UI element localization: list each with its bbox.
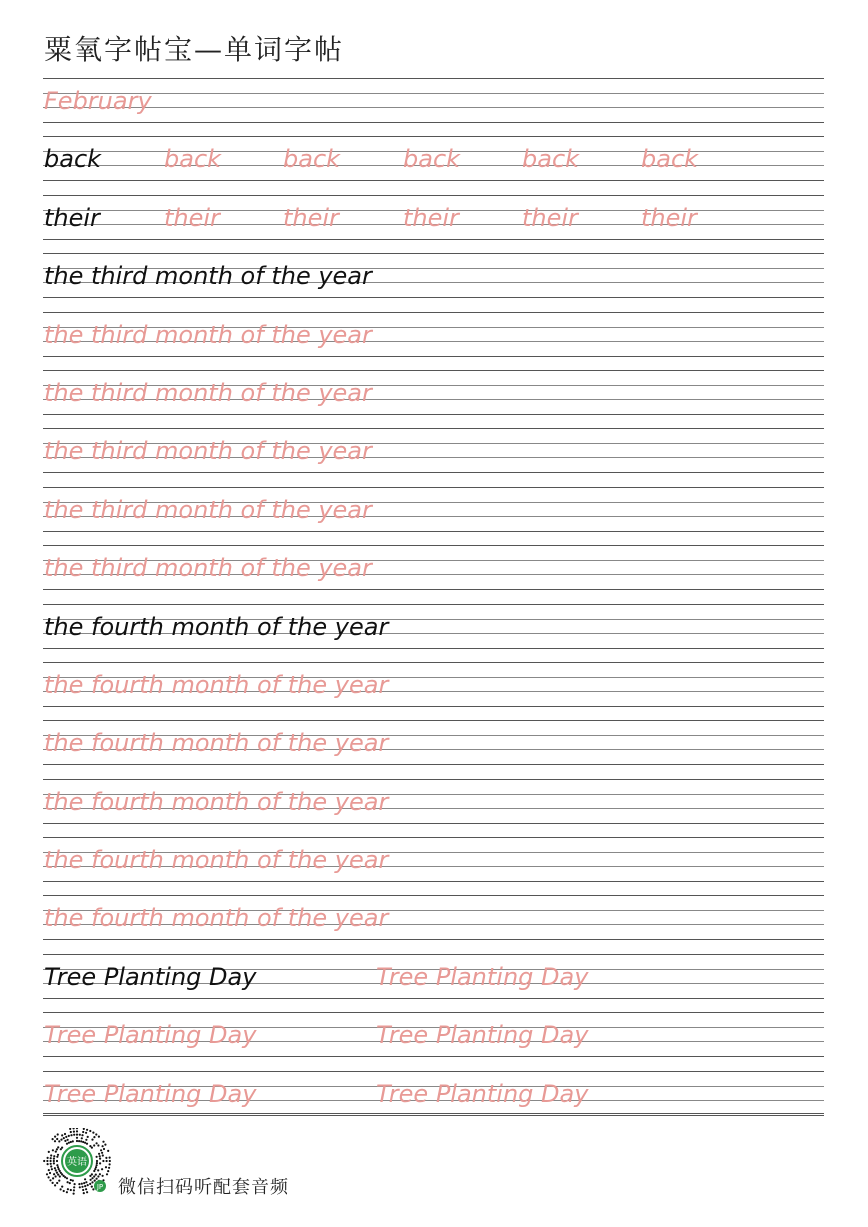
qr-dot [95,1166,97,1168]
guide-line [43,356,824,357]
qr-dot [79,1186,81,1188]
qr-dot [70,1131,72,1133]
qr-dot [56,1156,58,1158]
qr-dot [98,1136,100,1138]
guide-line [43,1115,824,1116]
qr-dot [100,1149,102,1151]
trace-text: back [283,145,341,174]
writing-row [43,136,824,194]
qr-dot [58,1140,60,1142]
writing-row [43,662,824,720]
qr-dot [91,1147,93,1149]
guide-line [43,662,824,663]
qr-dot [99,1155,101,1157]
qr-dot [70,1134,72,1136]
trace-text: the fourth month of the year [44,729,389,758]
qr-dot [102,1141,104,1143]
trace-text: the fourth month of the year [44,670,389,699]
writing-row [43,195,824,253]
trace-text: Tree Planting Day [376,1021,589,1050]
qr-dot [96,1156,98,1158]
qr-dot [95,1133,97,1135]
qr-dot [102,1175,104,1177]
qr-dot [47,1163,49,1165]
qr-dot [73,1189,75,1191]
qr-dot [109,1160,111,1162]
qr-dot [55,1151,57,1153]
qr-dot [84,1185,86,1187]
qr-dot [86,1129,88,1131]
qr-dot [76,1137,78,1139]
trace-text: the fourth month of the year [44,904,389,933]
qr-dot [96,1160,98,1162]
qr-dot [50,1157,52,1159]
qr-dot [107,1150,109,1152]
qr-dot [85,1181,87,1183]
trace-text: Tree Planting Day [44,1021,257,1050]
qr-dot [94,1168,96,1170]
qr-dot [54,1167,56,1169]
qr-dot [53,1160,55,1162]
qr-dot [54,1136,56,1138]
qr-dot [99,1162,101,1164]
guide-line [43,472,824,473]
qr-dot [108,1167,110,1169]
qr-dot [93,1170,95,1172]
trace-text: their [522,203,578,232]
qr-dot [63,1137,65,1139]
model-text: Tree Planting Day [44,962,257,991]
guide-line [43,487,824,488]
qr-code-icon[interactable] [42,1128,112,1198]
trace-text: their [164,203,220,232]
guide-line [43,954,824,955]
qr-dot [96,1178,98,1180]
qr-badge-label: 英语 [67,1157,87,1168]
guide-line [43,93,824,94]
writing-row [43,779,824,837]
qr-dot [73,1134,75,1136]
qr-dot [69,1128,71,1130]
sheet-bottom-rule [43,1113,824,1114]
qr-dot [56,1172,58,1174]
qr-dot [57,1174,59,1176]
qr-dot [48,1151,50,1153]
qr-dot [55,1175,57,1177]
qr-dot [52,1149,54,1151]
qr-dot [49,1179,51,1181]
qr-dot [67,1181,69,1183]
qr-dot [57,1166,59,1168]
qr-dot [83,1192,85,1194]
qr-dot [65,1136,67,1138]
qr-dot [57,1146,59,1148]
qr-dot [57,1133,59,1135]
trace-text: the third month of the year [44,437,372,466]
guide-line [43,1056,824,1057]
qr-dot [73,1186,75,1188]
model-text: back [44,145,102,174]
writing-row [43,1071,824,1129]
trace-text: their [283,203,339,232]
guide-line [43,1012,824,1013]
qr-dot [105,1166,107,1168]
writing-row [43,312,824,370]
guide-line [43,312,824,313]
qr-dot [97,1144,99,1146]
qr-dot [52,1177,54,1179]
qr-dot [67,1188,69,1190]
qr-dot [99,1173,101,1175]
qr-dot [70,1179,72,1181]
qr-dot [47,1157,49,1159]
qr-dot [102,1154,104,1156]
qr-dot [91,1181,93,1183]
qr-dot [81,1134,83,1136]
qr-dot [79,1134,81,1136]
qr-dot [78,1140,80,1142]
qr-dot [53,1158,55,1160]
writing-row [43,487,824,545]
qr-dot [56,1148,58,1150]
qr-dot [69,1182,71,1184]
qr-dot [80,1140,82,1142]
qr-dot [92,1188,94,1190]
qr-dot [89,1183,91,1185]
qr-dot [83,1182,85,1184]
guide-line [43,895,824,896]
trace-text: back [403,145,461,174]
qr-dot [86,1191,88,1193]
qr-dot [74,1183,76,1185]
qr-dot [66,1143,68,1145]
qr-dot [87,1136,89,1138]
writing-row [43,253,824,311]
qr-dot [85,1139,87,1141]
qr-dot [97,1175,99,1177]
qr-dot [102,1145,104,1147]
qr-dot [96,1142,98,1144]
qr-dot [91,1177,93,1179]
qr-dot [58,1180,60,1182]
qr-dot [52,1138,54,1140]
trace-text: Tree Planting Day [376,1079,589,1108]
trace-text: back [164,145,222,174]
qr-dot [61,1186,63,1188]
qr-dot [93,1144,95,1146]
qr-dot [90,1179,92,1181]
qr-dot [84,1178,86,1180]
qr-dot [60,1188,62,1190]
qr-dot [94,1180,96,1182]
qr-dot [96,1164,98,1166]
trace-text: the third month of the year [44,495,372,524]
writing-row [43,720,824,778]
qr-dot [59,1175,61,1177]
guide-line [43,253,824,254]
qr-dot [82,1189,84,1191]
qr-caption: 微信扫码听配套音频 [118,1177,289,1198]
qr-dot [56,1164,58,1166]
qr-dot [91,1139,93,1141]
guide-line [43,531,824,532]
guide-line [43,370,824,371]
qr-dot [82,1131,84,1133]
guide-line [43,706,824,707]
trace-text: February [44,87,152,115]
qr-dot [76,1140,78,1142]
qr-dot [93,1136,95,1138]
qr-dot [43,1160,45,1162]
qr-dot [76,1130,78,1132]
guide-line [43,764,824,765]
qr-dot [96,1162,98,1164]
guide-line [43,823,824,824]
qr-dot [49,1172,51,1174]
qr-dot [104,1144,106,1146]
footer [42,1128,462,1200]
qr-dot [61,1147,63,1149]
qr-dot [50,1154,52,1156]
guide-line [43,604,824,605]
trace-text: the fourth month of the year [44,846,389,875]
model-text: their [44,203,100,232]
qr-dot [57,1154,59,1156]
qr-dot [50,1163,52,1165]
qr-dot [64,1140,66,1142]
guide-line [43,589,824,590]
guide-line [43,122,824,123]
trace-text: back [641,145,699,174]
guide-line [43,239,824,240]
guide-line [43,78,824,79]
trace-text: the third month of the year [44,320,372,349]
qr-dot [48,1169,50,1171]
trace-text: their [403,203,459,232]
qr-dot [64,1133,66,1135]
qr-dot [87,1184,89,1186]
qr-dot [85,1132,87,1134]
guide-line [43,414,824,415]
qr-dot [67,1139,69,1141]
qr-dot [101,1152,103,1154]
qr-dot [58,1168,60,1170]
qr-dot [73,1128,75,1130]
qr-dot [95,1174,97,1176]
qr-dot [109,1163,111,1165]
guide-line [43,720,824,721]
qr-corner-label: JP [96,1183,104,1191]
qr-dot [93,1175,95,1177]
qr-dot [68,1135,70,1137]
qr-dot [46,1173,48,1175]
writing-row [43,545,824,603]
qr-dot [103,1148,105,1150]
qr-dot [76,1134,78,1136]
writing-row [43,604,824,662]
qr-dot [82,1141,84,1143]
guide-line [43,545,824,546]
qr-dot [52,1182,54,1184]
trace-text: Tree Planting Day [44,1079,257,1108]
qr-dot [54,1184,56,1186]
guide-line [43,136,824,137]
page-title: 粟氧字帖宝—单词字帖 [44,33,345,66]
qr-dot [56,1182,58,1184]
qr-dot [106,1160,108,1162]
guide-line [43,428,824,429]
qr-dot [53,1162,55,1164]
qr-dot [105,1157,107,1159]
writing-row [43,78,824,136]
qr-dot [59,1170,61,1172]
trace-text: Tree Planting Day [376,962,589,991]
qr-dot [55,1169,57,1171]
guide-line [43,837,824,838]
trace-text: back [522,145,580,174]
guide-line [43,939,824,940]
guide-line [43,779,824,780]
trace-text: their [641,203,697,232]
qr-dot [73,1131,75,1133]
qr-dot [56,1160,58,1162]
qr-dot [98,1153,100,1155]
qr-dot [66,1191,68,1193]
qr-dot [63,1190,65,1192]
qr-dot [70,1189,72,1191]
qr-dot [50,1165,52,1167]
qr-dot [83,1128,85,1130]
qr-dot [61,1134,63,1136]
qr-dot [106,1173,108,1175]
writing-row [43,428,824,486]
guide-line [43,998,824,999]
qr-dot [72,1140,74,1142]
guide-line [43,881,824,882]
qr-dot [78,1183,80,1185]
trace-text: the third month of the year [44,378,372,407]
qr-dot [101,1168,103,1170]
qr-dot [102,1160,104,1162]
qr-dot [68,1142,70,1144]
qr-dot [53,1155,55,1157]
handwriting-sheet [43,78,824,1129]
guide-line [43,180,824,181]
qr-dot [76,1128,78,1129]
qr-dot [86,1143,88,1145]
qr-dot [89,1175,91,1177]
qr-dot [109,1157,111,1159]
writing-row [43,837,824,895]
qr-dot [60,1139,62,1141]
qr-dot [70,1141,72,1143]
qr-dot [54,1140,56,1142]
qr-dot [92,1132,94,1134]
qr-dot [81,1137,83,1139]
qr-dot [73,1193,75,1195]
writing-row [43,370,824,428]
guide-line [43,195,824,196]
qr-dot [72,1180,74,1182]
guide-line [43,107,824,108]
qr-dot [99,1158,101,1160]
qr-dot [48,1176,50,1178]
guide-line [43,297,824,298]
qr-dot [107,1170,109,1172]
qr-dot [91,1186,93,1188]
qr-dot [85,1188,87,1190]
model-text: the fourth month of the year [44,612,389,641]
qr-dot [81,1186,83,1188]
qr-dot [56,1138,58,1140]
qr-dot [89,1130,91,1132]
model-text: the third month of the year [44,262,372,291]
trace-text: the fourth month of the year [44,787,389,816]
writing-row [43,895,824,953]
qr-dot [50,1160,52,1162]
qr-dot [53,1173,55,1175]
qr-dot [51,1168,53,1170]
guide-line [43,1071,824,1072]
trace-text: the third month of the year [44,554,372,583]
qr-dot [81,1183,83,1185]
qr-dot [97,1169,99,1171]
writing-row [43,954,824,1012]
qr-dot [84,1142,86,1144]
writing-row [43,1012,824,1070]
guide-line [43,648,824,649]
qr-dot [46,1160,48,1162]
